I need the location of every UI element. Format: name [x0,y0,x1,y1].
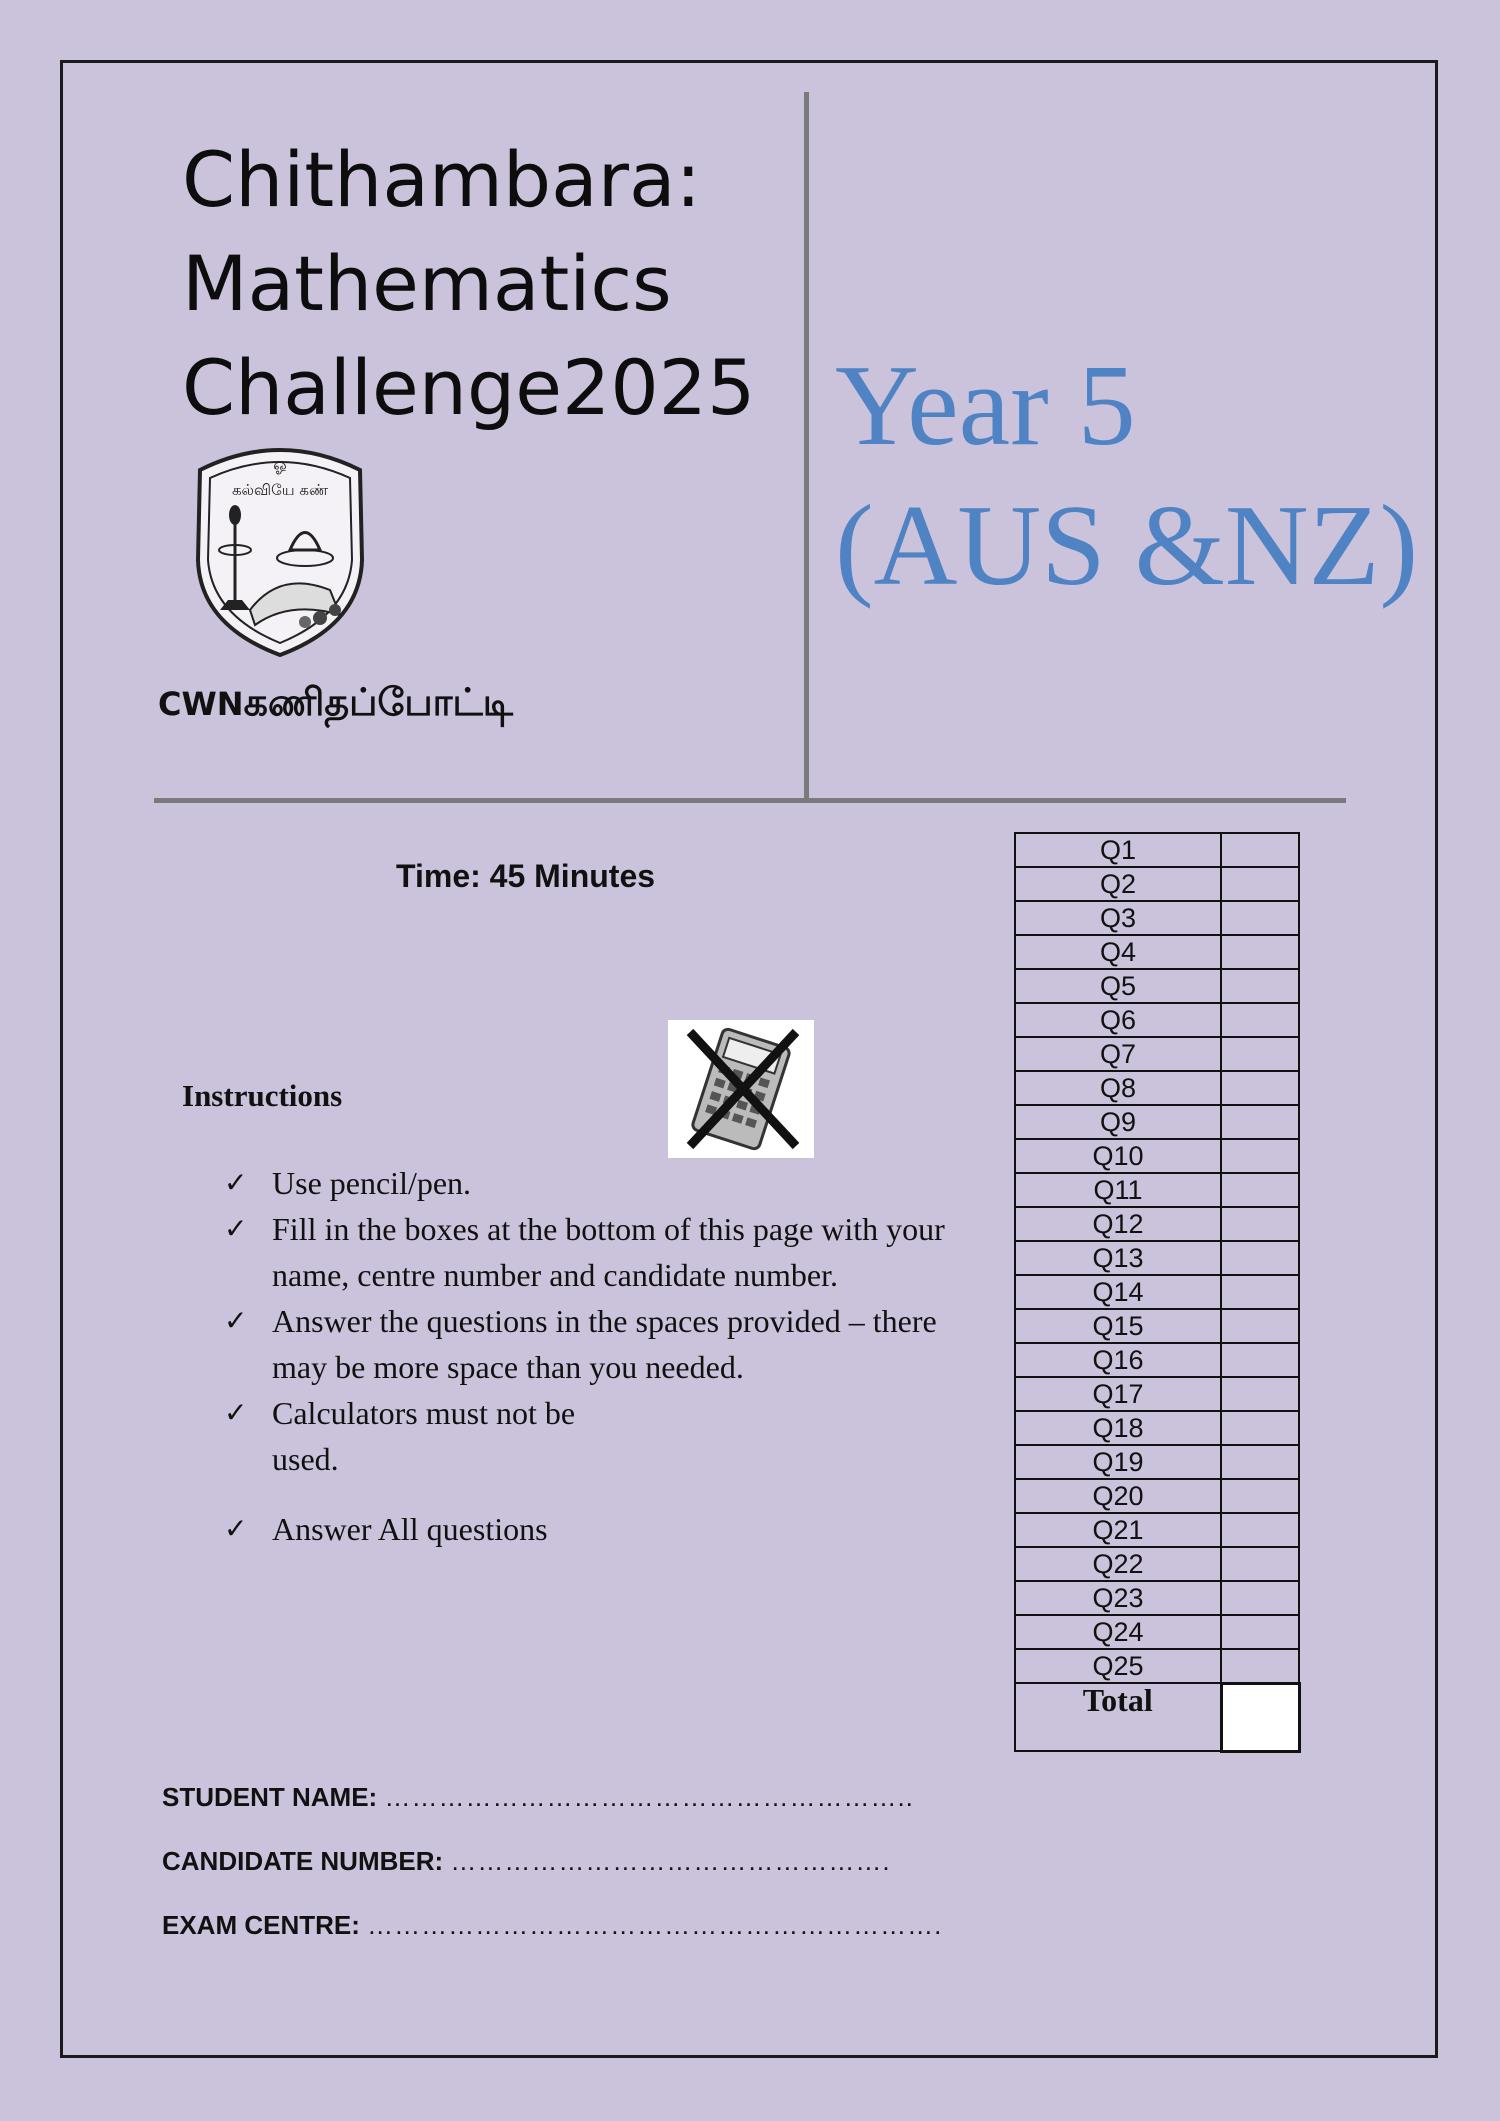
question-label: Q10 [1015,1139,1221,1173]
exam-centre-line[interactable]: ………………………………………………………. [367,1910,943,1940]
score-cell[interactable] [1221,1309,1299,1343]
score-row [1015,1377,1299,1411]
question-label: Q13 [1015,1241,1221,1275]
score-cell[interactable] [1221,969,1299,1003]
school-crest-icon [180,440,380,660]
question-label: Q17 [1015,1377,1221,1411]
question-label: Q15 [1015,1309,1221,1343]
score-cell[interactable] [1221,1615,1299,1649]
crest-motto: கல்வியே கண் [231,481,329,499]
score-cell[interactable] [1221,867,1299,901]
score-row [1015,1445,1299,1479]
question-label: Q5 [1015,969,1221,1003]
score-cell[interactable] [1221,1105,1299,1139]
horizontal-divider [154,798,1346,803]
instructions-list [224,1160,964,1552]
score-cell[interactable] [1221,901,1299,935]
score-row [1015,1241,1299,1275]
question-label: Q12 [1015,1207,1221,1241]
vertical-divider [804,92,809,802]
question-label: Q24 [1015,1615,1221,1649]
checkmark-icon: ✓ [224,1396,248,1429]
score-cell[interactable] [1221,1241,1299,1275]
score-cell[interactable] [1221,1003,1299,1037]
student-name-field[interactable] [162,1782,914,1813]
question-label: Q22 [1015,1547,1221,1581]
candidate-number-field[interactable] [162,1846,891,1877]
title-line-2: Mathematics [182,239,672,328]
score-row [1015,1207,1299,1241]
checkmark-icon: ✓ [224,1512,248,1545]
exam-centre-field[interactable] [162,1910,942,1941]
score-row [1015,1309,1299,1343]
score-row [1015,867,1299,901]
total-row [1015,1683,1299,1751]
score-cell[interactable] [1221,1581,1299,1615]
instruction-item: ✓ Fill in the boxes at the bottom of this page with your name, centre number and candidate number. [224,1206,964,1298]
total-score-box[interactable] [1221,1683,1299,1751]
score-cell[interactable] [1221,1037,1299,1071]
instruction-item: ✓ Answer the questions in the spaces provided – there may be more space than you needed. [224,1298,964,1390]
score-row [1015,1343,1299,1377]
question-label: Q20 [1015,1479,1221,1513]
score-row [1015,935,1299,969]
question-label: Q19 [1015,1445,1221,1479]
total-label: Total [1015,1683,1221,1751]
score-row [1015,901,1299,935]
score-row [1015,1411,1299,1445]
score-cell[interactable] [1221,1649,1299,1683]
question-label: Q1 [1015,833,1221,867]
instruction-item: ✓ Answer All questions [224,1506,964,1552]
year-line-1: Year 5 [835,342,1136,470]
score-row [1015,1649,1299,1683]
score-cell[interactable] [1221,1445,1299,1479]
student-name-line[interactable]: ………………………………………………….. [384,1782,914,1812]
tamil-heading [158,680,513,730]
score-row [1015,1547,1299,1581]
student-name-label: STUDENT NAME: [162,1782,378,1812]
score-cell[interactable] [1221,935,1299,969]
score-row [1015,1037,1299,1071]
question-label: Q4 [1015,935,1221,969]
score-cell[interactable] [1221,1071,1299,1105]
question-label: Q16 [1015,1343,1221,1377]
score-row [1015,1105,1299,1139]
score-cell[interactable] [1221,1547,1299,1581]
checkmark-icon: ✓ [224,1166,248,1199]
question-label: Q21 [1015,1513,1221,1547]
score-cell[interactable] [1221,1343,1299,1377]
question-label: Q23 [1015,1581,1221,1615]
score-row [1015,1581,1299,1615]
instruction-item: ✓ Use pencil/pen. [224,1160,964,1206]
score-row [1015,1479,1299,1513]
score-row [1015,1003,1299,1037]
year-line-2: (AUS &NZ) [835,482,1419,610]
no-calculator-icon [668,1020,814,1158]
title-line-3: Challenge2025 [182,343,756,432]
question-label: Q18 [1015,1411,1221,1445]
candidate-number-line[interactable]: …………………………………………. [450,1846,891,1876]
score-row [1015,1275,1299,1309]
score-cell[interactable] [1221,1479,1299,1513]
question-label: Q6 [1015,1003,1221,1037]
checkmark-icon: ✓ [224,1304,248,1337]
tamil-heading-prefix: CWN [158,685,244,723]
checkmark-icon: ✓ [224,1212,248,1245]
score-row [1015,833,1299,867]
year-heading [835,336,1418,616]
score-cell[interactable] [1221,1513,1299,1547]
exam-centre-label: EXAM CENTRE: [162,1910,360,1940]
score-row [1015,1071,1299,1105]
score-row [1015,969,1299,1003]
tamil-heading-text: கணிதப்போட்டி [243,680,514,724]
instructions-heading: Instructions [182,1078,343,1113]
score-row [1015,1139,1299,1173]
question-label: Q11 [1015,1173,1221,1207]
score-row [1015,1513,1299,1547]
score-cell[interactable] [1221,1173,1299,1207]
question-label: Q3 [1015,901,1221,935]
crest-motto-symbol: ஓ [273,455,287,474]
score-row [1015,1173,1299,1207]
score-cell[interactable] [1221,1377,1299,1411]
score-cell[interactable] [1221,1275,1299,1309]
question-label: Q2 [1015,867,1221,901]
score-cell[interactable] [1221,1411,1299,1445]
exam-title [182,128,755,440]
question-label: Q7 [1015,1037,1221,1071]
time-limit: Time: 45 Minutes [396,858,656,894]
question-label: Q25 [1015,1649,1221,1683]
question-label: Q8 [1015,1071,1221,1105]
title-line-1: Chithambara: [182,135,702,224]
score-table [1014,832,1301,1753]
score-cell[interactable] [1221,833,1299,867]
candidate-number-label: CANDIDATE NUMBER: [162,1846,444,1876]
score-cell[interactable] [1221,1139,1299,1173]
score-cell[interactable] [1221,1207,1299,1241]
question-label: Q14 [1015,1275,1221,1309]
instruction-item: ✓ Calculators must not be used. [224,1390,612,1482]
score-row [1015,1615,1299,1649]
question-label: Q9 [1015,1105,1221,1139]
